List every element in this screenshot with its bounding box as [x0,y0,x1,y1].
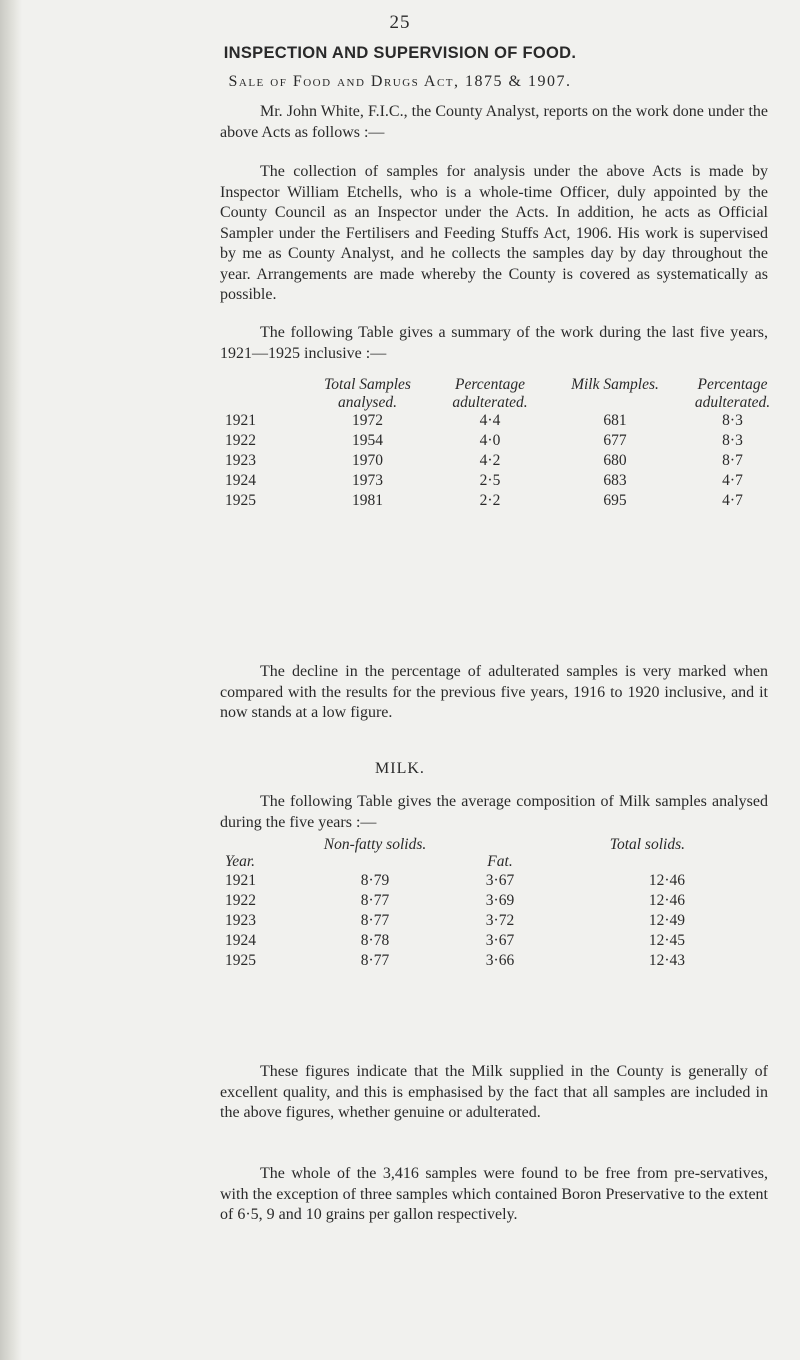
table-row [225,871,685,891]
summary-intro-text: The following Table gives a summary of the work during the last five years, 1921—1925 inclusive :— [220,324,768,362]
summary-cell-total: 1972 [352,412,383,429]
milk-cell-fat: 3·67 [485,871,515,889]
act-subheading: Sale of Food and Drugs Act, 1875 & 1907. [228,73,572,90]
milk-cell-year: 1924 [225,931,256,949]
summary-cell-milk: 677 [603,432,627,449]
milk-cell-fat: 3·69 [485,891,515,909]
milk-cell-non-fatty: 8·78 [360,931,390,949]
summary-header-milk-percentage: Percentage adulterated. [694,376,771,411]
summary-cell-year: 1925 [225,492,256,509]
summary-cell-milk: 695 [603,492,627,509]
milk-composition-table [225,836,685,971]
intro-paragraph [220,102,768,143]
summary-cell-total: 1973 [352,472,383,489]
summary-cell-milk-percent: 4·7 [722,472,743,489]
summary-table-header [225,376,785,411]
table-row [225,471,785,491]
milk-table-header [225,836,685,871]
quality-paragraph-text: These figures indicate that the Milk supplied in the County is generally of excellent quality, and this is emphasised by the fact that all samples are included in the above figures, whether genuine or adulterated. [220,1063,768,1121]
summary-cell-percent: 4·4 [479,412,501,429]
milk-cell-non-fatty: 8·77 [360,891,390,909]
summary-cell-percent: 4·0 [479,432,501,449]
milk-heading: MILK. [375,760,425,777]
milk-cell-non-fatty: 8·77 [360,951,390,969]
page-number: 25 [389,12,411,33]
quality-paragraph [220,1062,768,1124]
table-row [225,411,785,431]
milk-cell-total: 12·49 [648,911,685,929]
milk-cell-year: 1921 [225,871,256,889]
table-row [225,491,785,511]
summary-cell-total: 1954 [352,432,383,449]
milk-cell-total: 12·43 [648,951,685,969]
summary-header-year [225,376,305,411]
milk-cell-year: 1925 [225,951,256,969]
milk-cell-total: 12·46 [648,871,685,889]
table-row [225,951,685,971]
summary-cell-milk-percent: 8·7 [722,452,743,469]
intro-paragraph-text: Mr. John White, F.I.C., the County Analyst, reports on the work done under the above Acts as follows :— [220,103,768,141]
summary-cell-year: 1922 [225,432,256,449]
table-row [225,431,785,451]
collection-paragraph [220,162,768,306]
summary-header-milk-samples: Milk Samples. [571,376,659,393]
summary-cell-total: 1970 [352,452,383,469]
summary-header-total-samples: Total Samples analysed. [324,376,411,411]
table-row [225,451,785,471]
milk-intro-text: The following Table gives the average composition of Milk samples analysed during the five years :— [220,793,768,831]
summary-cell-milk: 680 [603,452,627,469]
collection-paragraph-text: The collection of samples for analysis under the above Acts is made by Inspector William Etchells, who is a whole-time Officer, duly appointed by the County Council as an Inspector under the Acts. In addition, he acts as Official Sampler under the Fertilisers and Feeding Stuffs Act, 1906. His work is supervised by me as County Analyst, and he collects the samples day by day throughout the year. Arrangements are made whereby the County is covered as systematically as possible. [220,163,768,303]
summary-cell-milk: 683 [603,472,627,489]
milk-intro-paragraph [220,792,768,833]
preservatives-paragraph-text: The whole of the 3,416 samples were found to be free from pre-servatives, with the exception of three samples which contained Boron Preservative to the extent of 6·5, 9 and 10 grains per gallon respectively. [220,1165,768,1223]
milk-header-year: Year. [225,853,256,870]
summary-cell-milk: 681 [603,412,627,429]
milk-header-fat: Fat. [487,853,513,870]
decline-paragraph-text: The decline in the percentage of adulterated samples is very marked when compared with the results for the previous five years, 1916 to 1920 inclusive, and it now stands at a low figure. [220,663,768,721]
milk-cell-total: 12·45 [648,931,685,949]
summary-cell-percent: 2·5 [479,472,501,489]
milk-cell-fat: 3·67 [485,931,515,949]
summary-cell-year: 1924 [225,472,256,489]
preservatives-paragraph [220,1164,768,1226]
milk-header-non-fatty-solids: Non-fatty solids. [323,836,427,853]
table-row [225,891,685,911]
milk-cell-fat: 3·72 [485,911,515,929]
table-row [225,931,685,951]
summary-cell-percent: 4·2 [479,452,501,469]
section-heading: INSPECTION AND SUPERVISION OF FOOD. [223,44,577,62]
milk-cell-total: 12·46 [648,891,685,909]
summary-cell-milk-percent: 8·3 [722,432,743,449]
milk-cell-year: 1923 [225,911,256,929]
summary-cell-year: 1923 [225,452,256,469]
summary-intro-paragraph [220,323,768,364]
milk-header-total-solids: Total solids. [609,836,685,853]
summary-cell-total: 1981 [352,492,383,509]
milk-cell-non-fatty: 8·79 [360,871,390,889]
decline-paragraph [220,662,768,724]
milk-cell-year: 1922 [225,891,256,909]
summary-table [225,376,785,511]
table-row [225,911,685,931]
summary-cell-year: 1921 [225,412,256,429]
summary-cell-milk-percent: 4·7 [722,492,743,509]
milk-cell-non-fatty: 8·77 [360,911,390,929]
summary-cell-percent: 2·2 [479,492,501,509]
milk-cell-fat: 3·66 [485,951,515,969]
summary-header-percentage-adulterated: Percentage adulterated. [452,376,528,411]
summary-cell-milk-percent: 8·3 [722,412,743,429]
